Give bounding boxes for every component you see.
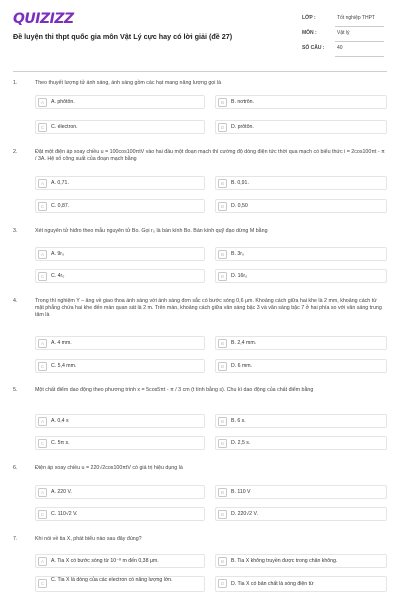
option-d[interactable] [215,199,387,213]
option-label: A. Tia X có bước sóng từ 10⁻⁸ m đến 0,38 μm. [51,558,159,564]
option-label: D. Tia X có bản chất là sóng điện từ [231,581,314,587]
option-c[interactable] [35,507,205,521]
option-c[interactable] [35,269,205,283]
option-letter-icon: A [38,417,47,426]
option-label: B. nơtrôn. [231,99,255,105]
option-b[interactable] [215,176,387,190]
option-letter-icon: D [218,202,227,211]
option-letter-icon: B [218,179,227,188]
option-a[interactable] [35,95,205,109]
option-c[interactable] [35,199,205,213]
meta-label: MÔN : [302,30,317,36]
question-text: Điện áp xoay chiều u = 220√2cos100πtV có giá trị hiệu dụng là [35,465,183,471]
question-text: Khi nói về tia X, phát biểu nào sau đây đúng? [35,536,142,542]
option-label: C. 110√2 V. [51,511,78,517]
option-label: A. 220 V. [51,489,72,495]
quizizz-logo: QUIZIZZ [13,11,74,27]
option-label: B. 6 s. [231,418,246,424]
option-letter-icon: C [38,579,47,588]
option-label: A. 0,71. [51,180,69,186]
option-label: C. 5π s. [51,440,70,446]
option-letter-icon: D [218,579,227,588]
page-title: Đề luyện thi thpt quốc gia môn Vật Lý cực hay có lời giải (đề 27) [13,32,233,41]
option-letter-icon: D [218,362,227,371]
option-d[interactable] [215,507,387,521]
question-text: Đặt một điện áp xoay chiều u = 100cos100πtV vào hai đầu một đoạn mạch thì cường độ dòng điện tức thời qua mạch có biểu thức i = 2cos100πt - π / 3A. Hệ số công suất của đoạn mạch bằng [35,149,385,162]
option-c[interactable] [35,359,205,373]
question-number: 5. [13,387,18,393]
question-number: 7. [13,536,18,542]
option-d[interactable] [215,436,387,450]
meta-underline [335,26,384,27]
option-label: D. 0,50 [231,203,248,209]
meta-count [302,43,384,57]
meta-underline [335,56,384,57]
option-label: A. 9r₀ [51,251,65,257]
option-letter-icon: A [38,339,47,348]
option-d[interactable] [215,359,387,373]
option-letter-icon: D [218,272,227,281]
option-label: C. électron. [51,124,78,130]
option-d[interactable] [215,576,387,592]
option-a[interactable] [35,336,205,350]
question-text: Xét nguyên tử hiđro theo mẫu nguyên tử Bo. Gọi r₀ là bán kính Bo. Bán kính quỹ đạo dừng M bằng [35,228,268,234]
option-label: C. 4r₀ [51,273,65,279]
question-text: Một chất điểm dao động theo phương trình x = 5cos5πt - π / 3 cm (t tính bằng s). Chu kì dao động của chất điểm bằng [35,387,314,393]
option-b[interactable] [215,485,387,499]
question-number: 1. [13,80,18,86]
option-letter-icon: C [38,272,47,281]
option-label: A. 0,4 s [51,418,69,424]
question-number: 3. [13,228,18,234]
option-label: D. 220√2 V. [231,511,258,517]
option-a[interactable] [35,554,205,568]
question-number: 2. [13,149,18,155]
question-number: 4. [13,298,18,304]
option-b[interactable] [215,554,387,568]
meta-label: SỐ CÂU : [302,45,325,51]
option-letter-icon: B [218,339,227,348]
option-label: B. 0,91. [231,180,249,186]
option-letter-icon: C [38,362,47,371]
option-c[interactable] [35,120,205,134]
option-label: C. Tia X là dòng của các electron có năng lượng lớn. [51,577,173,583]
meta-value: Tốt nghiệp THPT [337,15,375,21]
option-letter-icon: B [218,557,227,566]
option-b[interactable] [215,414,387,428]
option-c[interactable] [35,436,205,450]
option-label: C. 5,4 mm. [51,363,77,369]
meta-value: 40 [337,45,343,51]
option-letter-icon: A [38,98,47,107]
option-letter-icon: A [38,250,47,259]
option-a[interactable] [35,247,205,261]
option-label: B. 110 V [231,489,251,495]
meta-underline [335,41,384,42]
question-text: Trong thí nghiệm Y – âng về giao thoa ánh sáng với ánh sáng đơn sắc có bước sóng 0,6 μm. Khoảng cách giữa hai khe là 2 mm, khoảng cách từ mặt phẳng chứa hai khe đến màn quan sát là 2 m. Trên màn, khoảng cách giữa vân sáng bậc 3 và vân sáng bậc 7 ở hai phía so với vân sáng trung tâm là [35,298,382,318]
option-letter-icon: B [218,417,227,426]
option-letter-icon: B [218,488,227,497]
option-letter-icon: C [38,439,47,448]
question-text: Theo thuyết lượng tử ánh sáng, ánh sáng gồm các hạt mang năng lượng gọi là [35,80,222,86]
option-label: D. 2,5 s. [231,440,251,446]
option-b[interactable] [215,336,387,350]
header [0,0,400,70]
option-letter-icon: D [218,123,227,132]
option-letter-icon: A [38,179,47,188]
question-number: 6. [13,465,18,471]
meta-label: LỚP : [302,15,316,21]
option-label: A. 4 mm. [51,340,72,346]
option-a[interactable] [35,176,205,190]
option-a[interactable] [35,485,205,499]
option-d[interactable] [215,269,387,283]
option-letter-icon: C [38,123,47,132]
option-label: B. 2,4 mm. [231,340,257,346]
meta-subject [302,28,384,42]
option-letter-icon: A [38,557,47,566]
meta-value: Vật lý [337,30,350,36]
option-label: B. 3r₀ [231,251,245,257]
option-label: D. prôtôn. [231,124,254,130]
header-divider [13,71,387,72]
option-label: D. 16r₀ [231,273,248,279]
option-letter-icon: C [38,510,47,519]
option-letter-icon: D [218,510,227,519]
option-label: B. Tia X không truyền được trong chân không. [231,558,338,564]
option-letter-icon: B [218,250,227,259]
option-d[interactable] [215,120,387,134]
option-letter-icon: A [38,488,47,497]
option-b[interactable] [215,95,387,109]
option-label: A. phôtôn. [51,99,75,105]
option-a[interactable] [35,414,205,428]
meta-class [302,13,384,27]
option-letter-icon: C [38,202,47,211]
option-b[interactable] [215,247,387,261]
option-c[interactable] [35,576,205,592]
option-label: D. 6 mm. [231,363,253,369]
option-letter-icon: B [218,98,227,107]
option-letter-icon: D [218,439,227,448]
option-label: C. 0,87. [51,203,70,209]
